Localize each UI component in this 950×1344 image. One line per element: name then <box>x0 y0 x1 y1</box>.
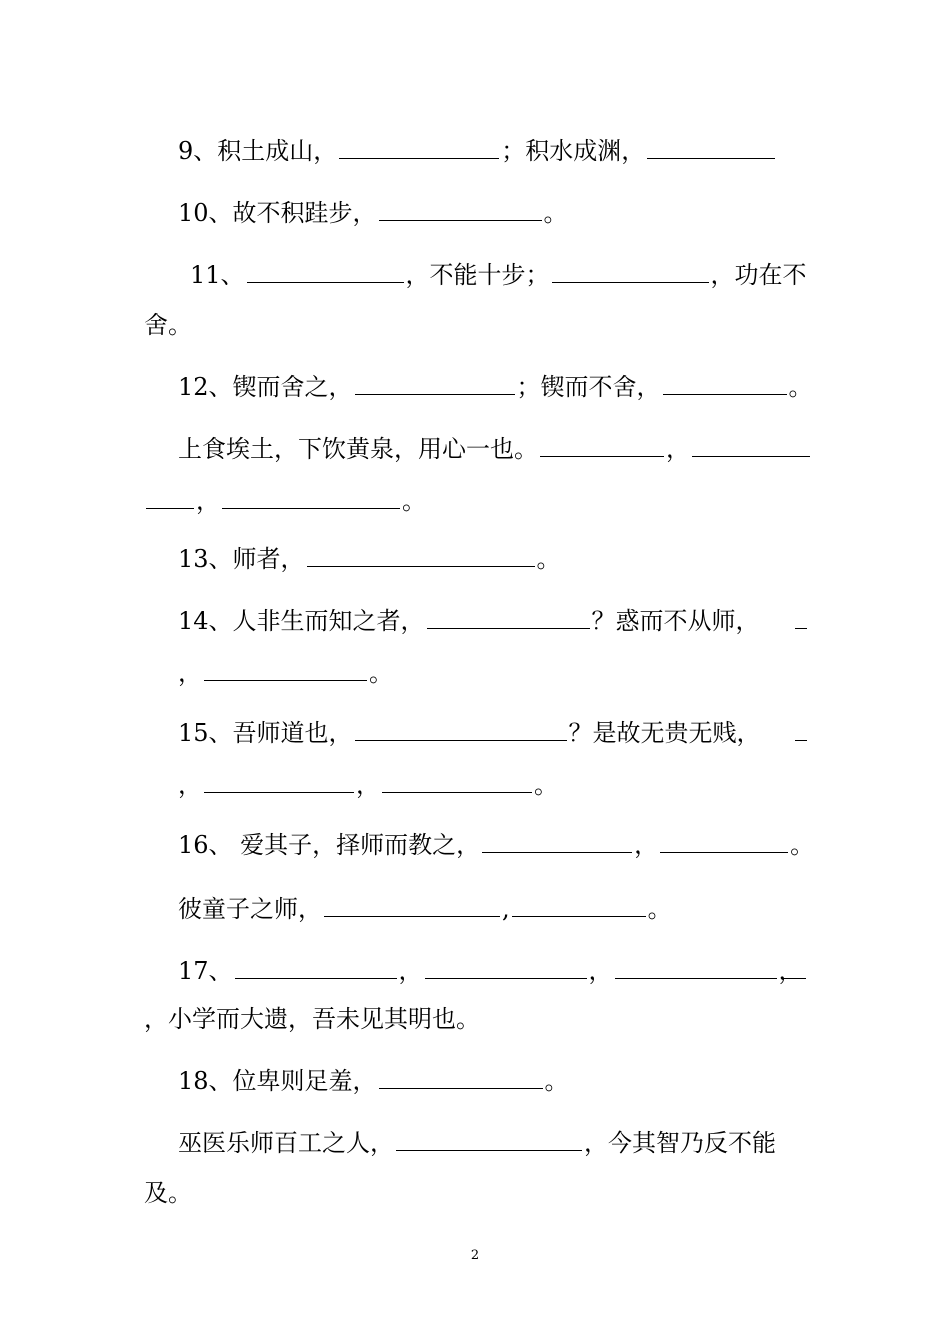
text: 彼童子之师， <box>178 895 322 923</box>
text: 。 <box>790 831 815 859</box>
line-9 <box>178 136 777 166</box>
blank-field[interactable] <box>355 718 567 741</box>
line-11 <box>190 260 807 290</box>
blank-field[interactable] <box>660 830 788 853</box>
blank-field[interactable] <box>552 260 709 283</box>
line-14-tail <box>793 606 809 636</box>
blank-field[interactable] <box>204 770 354 793</box>
line-12b-cont <box>144 486 426 516</box>
blank-field[interactable] <box>427 606 590 629</box>
text: ， <box>634 831 659 859</box>
text: ， <box>588 957 613 985</box>
blank-field[interactable] <box>782 956 806 979</box>
line-12b <box>178 434 812 464</box>
blank-field[interactable] <box>222 486 400 509</box>
line-14-cont <box>178 658 393 688</box>
line-17 <box>178 956 803 986</box>
text: ， <box>398 957 423 985</box>
text: 。 <box>536 545 561 573</box>
page-number: 2 <box>470 1248 480 1263</box>
blank-field[interactable] <box>307 544 535 567</box>
blank-field[interactable] <box>692 434 810 457</box>
blank-field[interactable] <box>355 372 515 395</box>
text: 。 <box>402 487 426 515</box>
text: ；积水成渊， <box>501 137 646 165</box>
text: 及。 <box>144 1179 192 1207</box>
text: 。 <box>534 771 558 799</box>
text: ，今其智乃反不能 <box>584 1129 776 1157</box>
text: ， <box>178 771 202 799</box>
blank-field[interactable] <box>795 606 807 629</box>
blank-field[interactable] <box>663 372 787 395</box>
line-15-tail <box>793 718 809 748</box>
blank-field[interactable] <box>235 956 397 979</box>
line-17-tail <box>780 956 808 986</box>
blank-field[interactable] <box>425 956 587 979</box>
text: ，功在不 <box>710 261 807 289</box>
text: 巫医乐师百工之人， <box>178 1129 394 1157</box>
line-18b <box>178 1128 776 1158</box>
text: 舍。 <box>144 311 192 339</box>
text: 上食埃土，下饮黄泉，用心一也。 <box>178 435 538 463</box>
blank-field[interactable] <box>382 770 532 793</box>
line-18b-cont <box>144 1178 192 1208</box>
blank-field[interactable] <box>379 1066 543 1089</box>
line-15 <box>178 718 761 748</box>
text: ， <box>666 435 690 463</box>
line-12 <box>178 372 813 402</box>
text: 18、位卑则足羞， <box>178 1067 377 1095</box>
text: ， <box>178 659 202 687</box>
line-18 <box>178 1066 569 1096</box>
blank-field[interactable] <box>615 956 777 979</box>
blank-field[interactable] <box>647 136 775 159</box>
text: 17、 <box>178 957 233 985</box>
text: ， <box>196 487 220 515</box>
text: ，不能十步； <box>405 261 550 289</box>
line-16b <box>178 894 672 924</box>
blank-field[interactable] <box>247 260 404 283</box>
text: ？是故无贵无贱， <box>568 719 761 747</box>
line-13 <box>178 544 561 574</box>
text: 16、 爱其子，择师而教之， <box>178 831 481 859</box>
text: 15、吾师道也， <box>178 719 353 747</box>
blank-field[interactable] <box>324 894 500 917</box>
text: ， <box>778 957 803 985</box>
text: 10、故不积跬步， <box>178 199 377 227</box>
blank-field[interactable] <box>379 198 542 221</box>
text: 11、 <box>190 261 245 289</box>
line-17-cont <box>144 1004 480 1034</box>
blank-field[interactable] <box>540 434 664 457</box>
text: ， <box>356 771 380 799</box>
blank-field[interactable] <box>204 658 367 681</box>
text: 。 <box>647 895 672 923</box>
blank-field[interactable] <box>482 830 632 853</box>
text: 13、师者， <box>178 545 305 573</box>
text: 。 <box>544 1067 569 1095</box>
text: 9、积土成山， <box>178 137 338 165</box>
text: ？惑而不从师， <box>591 607 760 635</box>
line-15-cont <box>178 770 558 800</box>
text: ，小学而大遗，吾未见其明也。 <box>144 1005 480 1033</box>
text: ；锲而不舍， <box>516 373 661 401</box>
text: 12、锲而舍之， <box>178 373 353 401</box>
text: 。 <box>543 199 568 227</box>
line-11-cont <box>144 310 192 340</box>
blank-field[interactable] <box>795 718 807 741</box>
blank-field[interactable] <box>512 894 646 917</box>
blank-field[interactable] <box>339 136 499 159</box>
text: 。 <box>369 659 393 687</box>
line-14 <box>178 606 760 636</box>
line-16 <box>178 830 814 860</box>
blank-field[interactable] <box>396 1128 582 1151</box>
line-10 <box>178 198 568 228</box>
text: , <box>502 895 510 923</box>
text: 14、人非生而知之者， <box>178 607 425 635</box>
blank-field[interactable] <box>146 486 194 509</box>
text: 。 <box>788 373 813 401</box>
